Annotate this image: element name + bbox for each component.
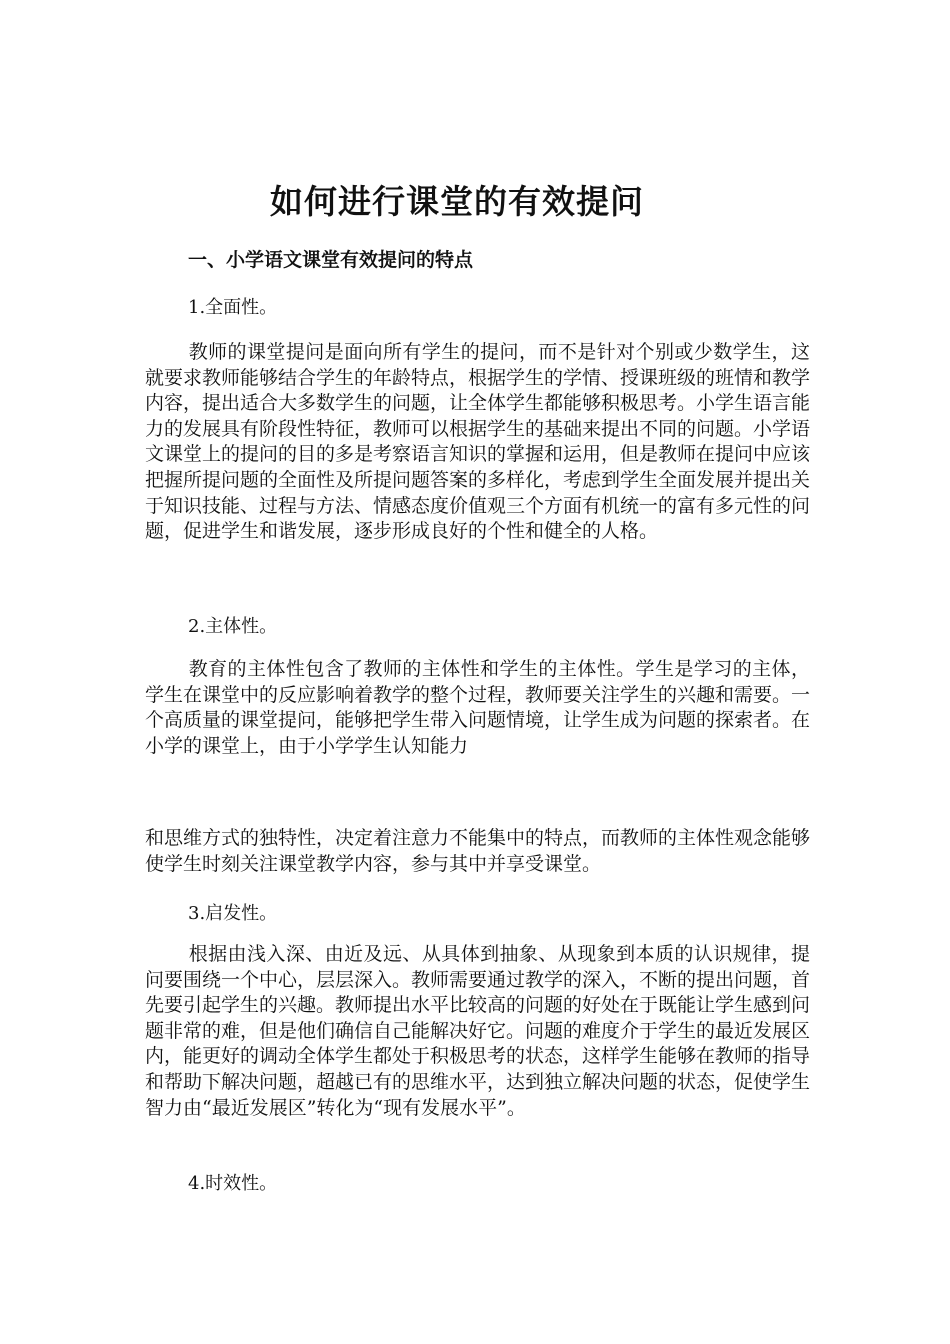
- item-label-4: 4.时效性。: [188, 1173, 278, 1194]
- section-heading: 一、小学语文课堂有效提问的特点: [188, 249, 474, 271]
- paragraph-2-continued: 和思维方式的独特性，决定着注意力不能集中的特点，而教师的主体性观念能够使学生时刻关注课堂教学内容，参与其中并享受课堂。: [145, 827, 811, 875]
- item-label-3: 3.启发性。: [188, 903, 278, 924]
- item-label-2: 2.主体性。: [188, 616, 278, 637]
- paragraph-3: 根据由浅入深、由近及远、从具体到抽象、从现象到本质的认识规律，提问要围绕一个中心，层层深入。教师需要通过教学的深入，不断的提出问题，首先要引起学生的兴趣。教师提出水平比较高的问题的好处在于既能让学生感到问题非常的难，但是他们确信自己能解决好它。问题的难度介于学生的最近发展区内，能更好的调动全体学生都处于积极思考的状态，这样学生能够在教师的指导和帮助下解决问题，超越已有的思维水平，达到独立解决问题的状态，促使学生智力由“最近发展区”转化为“现有发展水平”。: [145, 943, 811, 1119]
- paragraph-2: 教育的主体性包含了教师的主体性和学生的主体性。学生是学习的主体，学生在课堂中的反应影响着教学的整个过程，教师要关注学生的兴趣和需要。一个高质量的课堂提问，能够把学生带入问题情境，让学生成为问题的探索者。在小学的课堂上，由于小学学生认知能力: [145, 658, 811, 757]
- item-label-1: 1.全面性。: [188, 297, 278, 318]
- document-title: 如何进行课堂的有效提问: [270, 182, 644, 221]
- paragraph-1: 教师的课堂提问是面向所有学生的提问，而不是针对个别或少数学生，这就要求教师能够结合学生的年龄特点，根据学生的学情、授课班级的班情和教学内容，提出适合大多数学生的问题，让全体学生都能够积极思考。小学生语言能力的发展具有阶段性特征，教师可以根据学生的基础来提出不同的问题。小学语文课堂上的提问的目的多是考察语言知识的掌握和运用，但是教师在提问中应该把握所提问题的全面性及所提问题答案的多样化，考虑到学生全面发展并提出关于知识技能、过程与方法、情感态度价值观三个方面有机统一的富有多元性的问题，促进学生和谐发展，逐步形成良好的个性和健全的人格。: [145, 341, 811, 543]
